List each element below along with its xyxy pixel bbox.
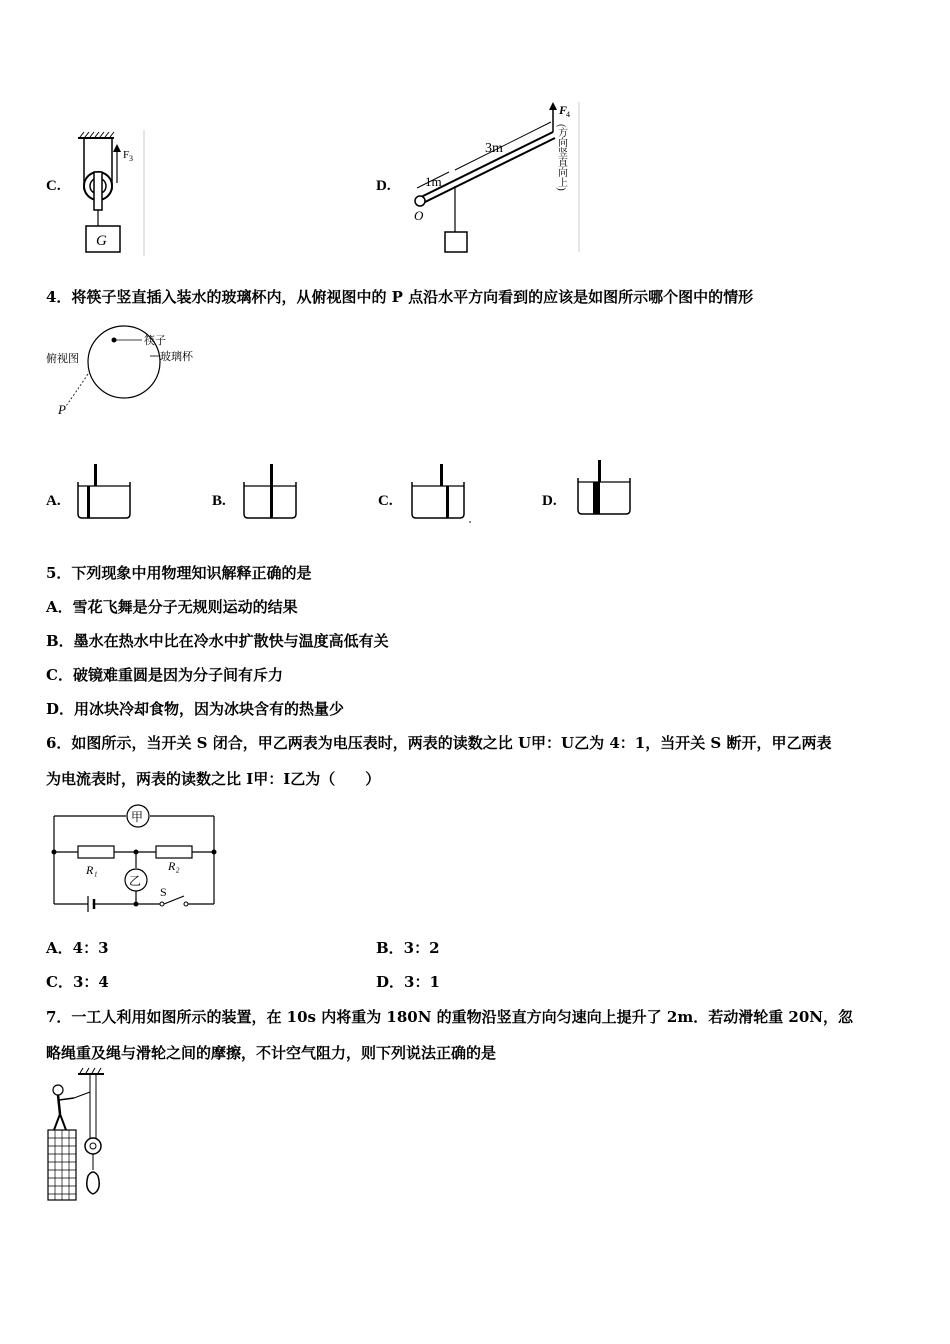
q4-option-a-label: A.: [46, 493, 61, 509]
q6-circuit-diagram: [48, 804, 220, 914]
q4-top-view-label: 俯视图: [46, 353, 79, 365]
q6-text-line1: 6．如图所示，当开关 S 闭合，甲乙两表为电压表时，两表的读数之比 U甲：U乙为 4：1，当开关 S 断开，甲乙两表: [46, 734, 832, 752]
q5-text: 5．下列现象中用物理知识解释正确的是: [46, 564, 312, 582]
q6-r1-label: R₁: [86, 863, 98, 877]
q3-c-force-sub: 3: [129, 154, 133, 163]
q6-r2-label: R₂: [168, 859, 180, 873]
q6-option-a: A．4：3: [46, 939, 109, 957]
q3-d-pivot-label: O: [414, 208, 424, 223]
q3-d-long-length: 3m: [485, 141, 503, 156]
q6-option-b: B．3：2: [376, 939, 440, 957]
q3-option-d-figure: [405, 100, 585, 258]
q4-option-a-figure: [74, 460, 136, 522]
q5-option-a: A．雪花飞舞是分子无规则运动的结果: [46, 598, 298, 616]
q6-option-d: D．3：1: [376, 973, 440, 991]
q7-pulley-figure: [44, 1066, 108, 1204]
q6-option-c: C．3：4: [46, 973, 109, 991]
q3-d-direction: (方向竖直向上): [555, 124, 567, 191]
q4-point-p: P: [58, 402, 66, 417]
q4-option-d-figure: [574, 456, 636, 518]
q5-option-d: D．用冰块冷却食物，因为冰块含有的热量少: [46, 700, 345, 718]
q6-switch-label: S: [160, 885, 167, 899]
q5-option-b: B．墨水在热水中比在冷水中扩散快与温度高低有关: [46, 632, 389, 650]
q6-meter-yi: 乙: [129, 874, 142, 888]
q6-text-line2: 为电流表时，两表的读数之比 I甲：I乙为（ ）: [46, 770, 381, 788]
q4-glass-label: 玻璃杯: [160, 351, 193, 363]
q3-c-weight-label: G: [96, 233, 107, 249]
q7-text-line2: 略绳重及绳与滑轮之间的摩擦，不计空气阻力，则下列说法正确的是: [46, 1044, 497, 1062]
q3-option-d-label: D.: [376, 178, 391, 194]
q4-option-b-figure: [240, 460, 302, 522]
q4-option-b-label: B.: [212, 493, 226, 509]
q4-top-view-figure: [40, 322, 210, 422]
q4-chopstick-label: 筷子: [144, 335, 166, 347]
q6-meter-jia: 甲: [131, 810, 144, 824]
q3-option-c-label: C.: [46, 178, 61, 194]
q3-option-c-figure: [72, 128, 147, 258]
q3-d-force-label: F: [559, 103, 568, 117]
q7-text-line1: 7．一工人利用如图所示的装置，在 10s 内将重为 180N 的重物沿竖直方向匀速向上提升了 2m．若动滑轮重 20N，忽: [46, 1008, 854, 1026]
q5-option-c: C．破镜难重圆是因为分子间有斥力: [46, 666, 283, 684]
q3-c-force-label: F: [123, 149, 130, 161]
q4-option-c-figure: [408, 460, 474, 526]
q4-option-d-label: D.: [542, 493, 557, 509]
q4-option-c-label: C.: [378, 493, 393, 509]
q4-text: 4．将筷子竖直插入装水的玻璃杯内，从俯视图中的 P 点沿水平方向看到的应该是如图所示哪个图中的情形: [46, 288, 754, 306]
q3-d-force-sub: 4: [566, 110, 570, 119]
q3-d-short-length: 1m: [425, 174, 442, 189]
